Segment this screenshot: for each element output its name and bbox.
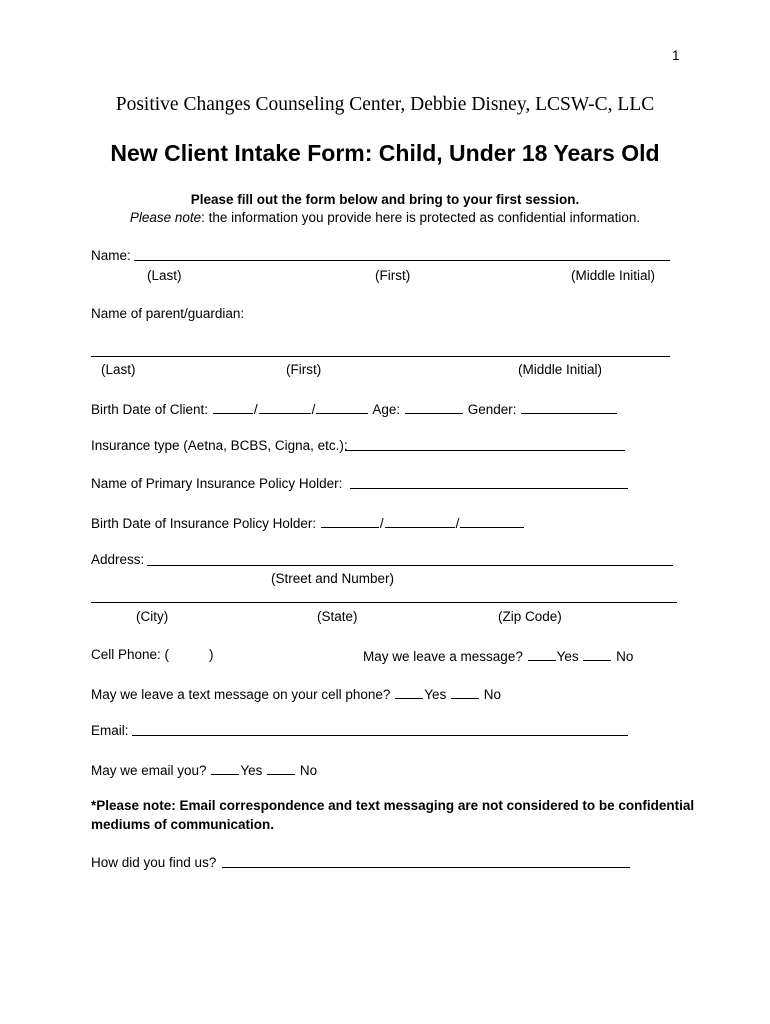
- slash: /: [455, 516, 460, 531]
- policy-holder-birth-row: [91, 514, 525, 531]
- parent-last-caption: (Last): [101, 362, 136, 377]
- message-question: May we leave a message?: [363, 649, 523, 664]
- email-question: May we email you?: [91, 763, 207, 778]
- no-option: No: [483, 687, 502, 702]
- note-label: Please note: [129, 210, 202, 225]
- no-option: No: [616, 649, 634, 664]
- age-field[interactable]: [405, 400, 463, 414]
- birth-day-field[interactable]: [259, 400, 311, 414]
- email-field[interactable]: [132, 735, 628, 736]
- holder-birth-month-field[interactable]: [321, 514, 379, 528]
- yes-option: Yes: [556, 649, 579, 664]
- street-caption: (Street and Number): [271, 571, 395, 586]
- form-title: New Client Intake Form: Child, Under 18 Years Old: [110, 140, 660, 166]
- message-yes-blank[interactable]: [528, 647, 556, 661]
- name-last-caption: (Last): [147, 268, 182, 283]
- email-question-row: [91, 761, 317, 778]
- confidential-note-line2: mediums of communication.: [91, 817, 275, 832]
- slash: /: [311, 402, 316, 417]
- name-field[interactable]: [134, 260, 670, 261]
- email-no-blank[interactable]: [267, 761, 295, 775]
- organization-name: Positive Changes Counseling Center, Debbie Disney, LCSW-C, LLC: [115, 94, 655, 115]
- yes-option: Yes: [424, 687, 447, 702]
- parent-name-field[interactable]: [91, 356, 670, 357]
- cell-phone-label: Cell Phone: (: [91, 647, 170, 662]
- age-label: Age:: [372, 402, 401, 417]
- no-option: No: [299, 763, 318, 778]
- birth-year-field[interactable]: [316, 400, 368, 414]
- email-yes-blank[interactable]: [211, 761, 239, 775]
- policy-holder-field[interactable]: [350, 488, 628, 489]
- page-number: 1: [672, 48, 680, 63]
- find-us-field[interactable]: [222, 867, 630, 868]
- parent-middle-caption: (Middle Initial): [518, 362, 603, 377]
- confidential-statement: [0, 210, 770, 225]
- text-no-blank[interactable]: [451, 685, 479, 699]
- gender-label: Gender:: [467, 402, 517, 417]
- insurance-type-field[interactable]: [345, 450, 625, 451]
- yes-option: Yes: [240, 763, 263, 778]
- message-no-blank[interactable]: [583, 647, 611, 661]
- slash: /: [253, 402, 258, 417]
- birth-row: [91, 400, 618, 417]
- street-field[interactable]: [147, 565, 673, 566]
- address-label: Address:: [91, 552, 145, 567]
- name-label: Name:: [91, 248, 131, 263]
- insurance-type-label: Insurance type (Aetna, BCBS, Cigna, etc.):: [91, 438, 348, 453]
- gender-field[interactable]: [521, 400, 617, 414]
- policy-holder-birth-label: Birth Date of Insurance Policy Holder:: [91, 516, 317, 531]
- text-question-row: [91, 685, 501, 702]
- email-label: Email:: [91, 723, 129, 738]
- birth-date-label: Birth Date of Client:: [91, 402, 209, 417]
- note-text: : the information you provide here is protected as confidential information.: [201, 210, 641, 225]
- message-question-row: [363, 647, 633, 664]
- slash: /: [379, 516, 384, 531]
- zip-caption: (Zip Code): [498, 609, 562, 624]
- policy-holder-label: Name of Primary Insurance Policy Holder:: [91, 476, 343, 491]
- instructions-line: Please fill out the form below and bring to your first session.: [190, 192, 580, 207]
- name-first-caption: (First): [375, 268, 411, 283]
- text-yes-blank[interactable]: [395, 685, 423, 699]
- holder-birth-day-field[interactable]: [385, 514, 455, 528]
- parent-label: Name of parent/guardian:: [91, 306, 245, 321]
- name-middle-caption: (Middle Initial): [571, 268, 656, 283]
- city-caption: (City): [136, 609, 169, 624]
- text-question: May we leave a text message on your cell phone?: [91, 687, 391, 702]
- birth-month-field[interactable]: [213, 400, 253, 414]
- parent-first-caption: (First): [286, 362, 322, 377]
- city-state-zip-field[interactable]: [91, 602, 677, 603]
- find-us-label: How did you find us?: [91, 855, 217, 870]
- confidential-note-line1: *Please note: Email correspondence and text messaging are not considered to be confidential: [91, 798, 695, 813]
- state-caption: (State): [317, 609, 358, 624]
- cell-phone-close-paren: ): [209, 647, 214, 662]
- holder-birth-year-field[interactable]: [460, 514, 524, 528]
